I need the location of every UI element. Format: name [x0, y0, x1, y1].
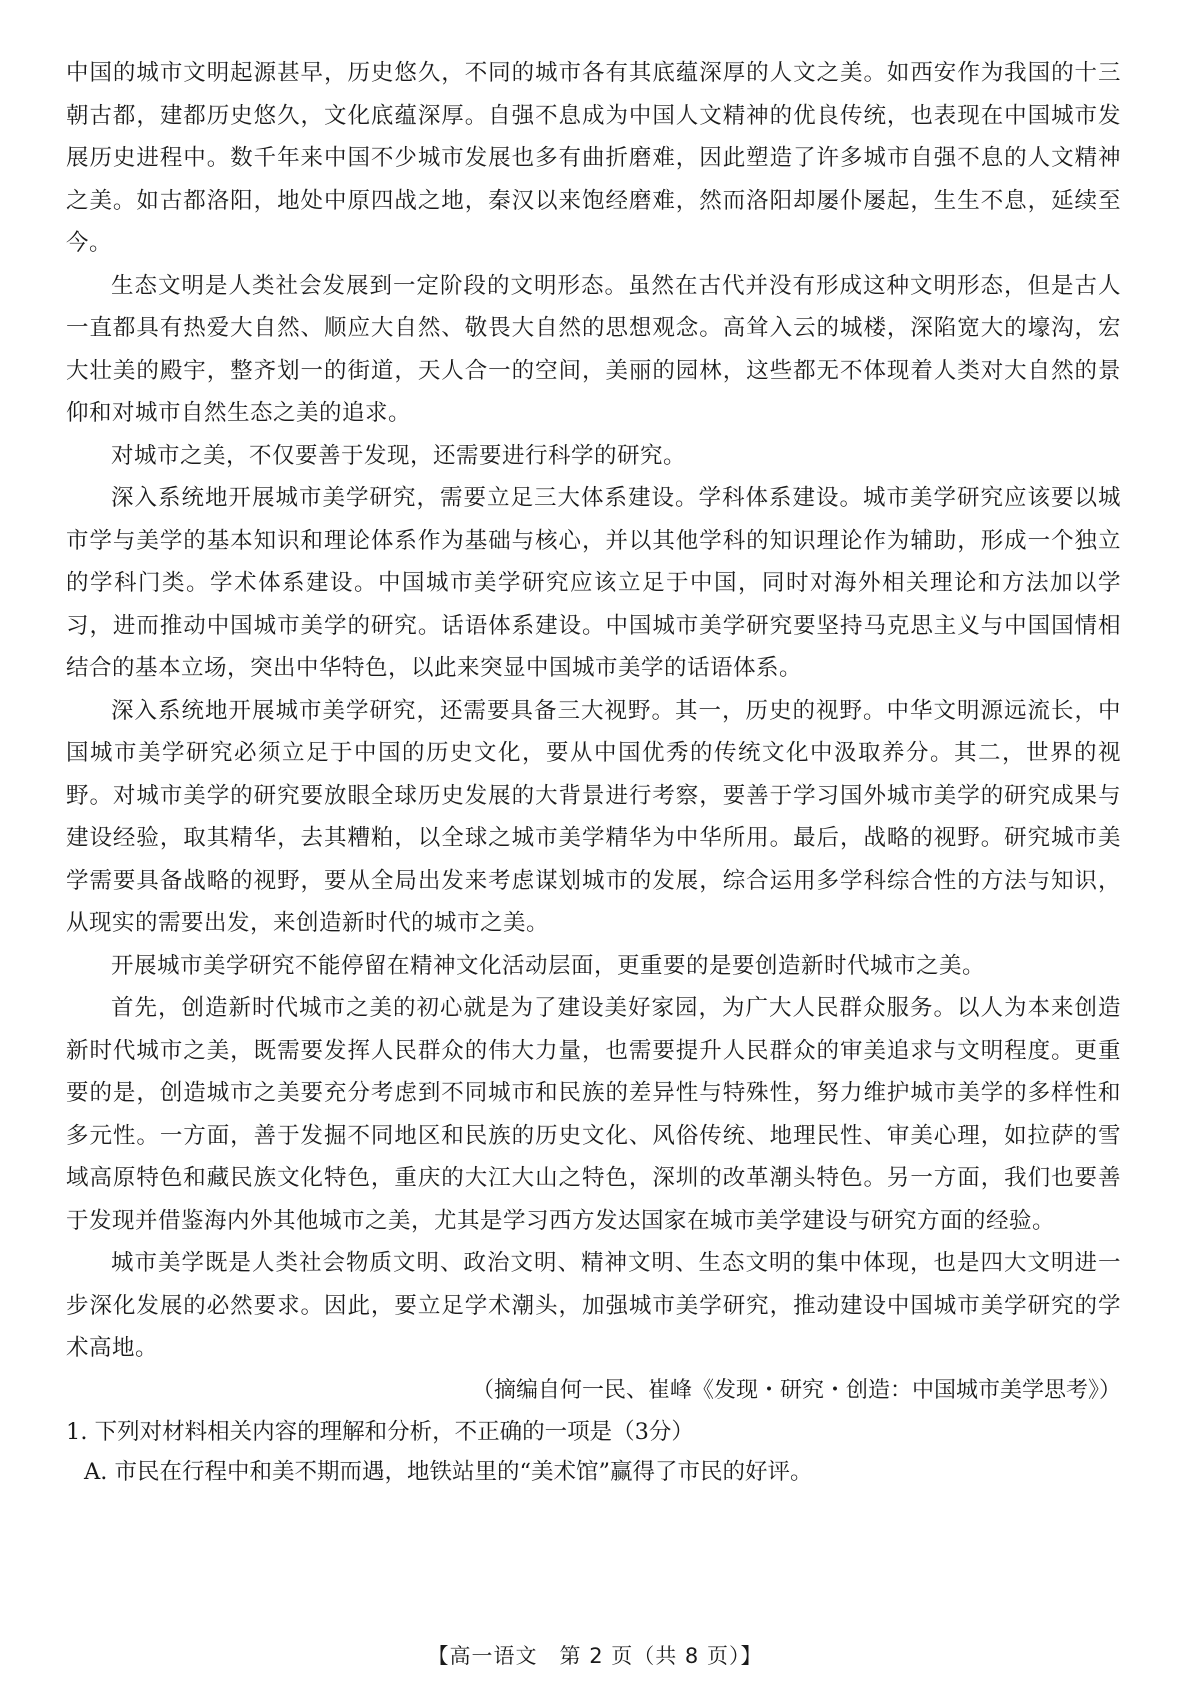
paragraph-1: 中国的城市文明起源甚早，历史悠久，不同的城市各有其底蕴深厚的人文之美。如西安作为我国的十三朝古都，建都历史悠久，文化底蕴深厚。自强不息成为中国人文精神的优良传统，也表现在中国城市发展历史进程中。数千年来中国不少城市发展也多有曲折磨难，因此塑造了许多城市自强不息的人文精神之美。如古都洛阳，地处中原四战之地，秦汉以来饱经磨难，然而洛阳却屡仆屡起，生生不息，延续至今。 — [66, 60, 1121, 256]
question-1-option-a: A. 市民在行程中和美不期而遇，地铁站里的“美术馆”赢得了市民的好评。 — [84, 1459, 813, 1485]
paragraph-3: 对城市之美，不仅要善于发现，还需要进行科学的研究。 — [111, 442, 687, 469]
paragraph-2: 生态文明是人类社会发展到一定阶段的文明形态。虽然在古代并没有形成这种文明形态，但是古人一直都具有热爱大自然、顺应大自然、敬畏大自然的思想观念。高耸入云的城楼，深陷宽大的壕沟，宏大壮美的殿宇，整齐划一的街道，天人合一的空间，美丽的园林，这些都无不体现着人类对大自然的景仰和对城市自然生态之美的追求。 — [66, 272, 1121, 426]
article-body — [66, 52, 1121, 1492]
paragraph-8: 城市美学既是人类社会物质文明、政治文明、精神文明、生态文明的集中体现，也是四大文明进一步深化发展的必然要求。因此，要立足学术潮头，加强城市美学研究，推动建设中国城市美学研究的学术高地。 — [66, 1250, 1121, 1361]
paragraph-7: 首先，创造新时代城市之美的初心就是为了建设美好家园，为广大人民群众服务。以人为本来创造新时代城市之美，既需要发挥人民群众的伟大力量，也需要提升人民群众的审美追求与文明程度。更重要的是，创造城市之美要充分考虑到不同城市和民族的差异性与特殊性，努力维护城市美学的多样性和多元性。一方面，善于发掘不同地区和民族的历史文化、风俗传统、地理民性、审美心理，如拉萨的雪域高原特色和藏民族文化特色，重庆的大江大山之特色，深圳的改革潮头特色。另一方面，我们也要善于发现并借鉴海内外其他城市之美，尤其是学习西方发达国家在城市美学建设与研究方面的经验。 — [66, 995, 1121, 1234]
question-1: 1. 下列对材料相关内容的理解和分析，不正确的一项是（3分） — [66, 1419, 694, 1445]
paragraph-5: 深入系统地开展城市美学研究，还需要具备三大视野。其一，历史的视野。中华文明源远流长，中国城市美学研究必须立足于中国的历史文化，要从中国优秀的传统文化中汲取养分。其二，世界的视野。对城市美学的研究要放眼全球历史发展的大背景进行考察，要善于学习国外城市美学的研究成果与建设经验，取其精华，去其糟粕，以全球之城市美学精华为中华所用。最后，战略的视野。研究城市美学需要具备战略的视野，要从全局出发来考虑谋划城市的发展，综合运用多学科综合性的方法与知识，从现实的需要出发，来创造新时代的城市之美。 — [66, 697, 1121, 936]
paragraph-6: 开展城市美学研究不能停留在精神文化活动层面，更重要的是要创造新时代城市之美。 — [111, 952, 986, 979]
page-footer: 【高一语文 第 2 页（共 8 页）】 — [427, 1644, 763, 1668]
source-citation: （摘编自何一民、崔峰《发现・研究・创造：中国城市美学思考》） — [471, 1377, 1121, 1403]
paragraph-4: 深入系统地开展城市美学研究，需要立足三大体系建设。学科体系建设。城市美学研究应该要以城市学与美学的基本知识和理论体系作为基础与核心，并以其他学科的知识理论作为辅助，形成一个独立的学科门类。学术体系建设。中国城市美学研究应该立足于中国，同时对海外相关理论和方法加以学习，进而推动中国城市美学的研究。话语体系建设。中国城市美学研究要坚持马克思主义与中国国情相结合的基本立场，突出中华特色，以此来突显中国城市美学的话语体系。 — [66, 485, 1121, 681]
